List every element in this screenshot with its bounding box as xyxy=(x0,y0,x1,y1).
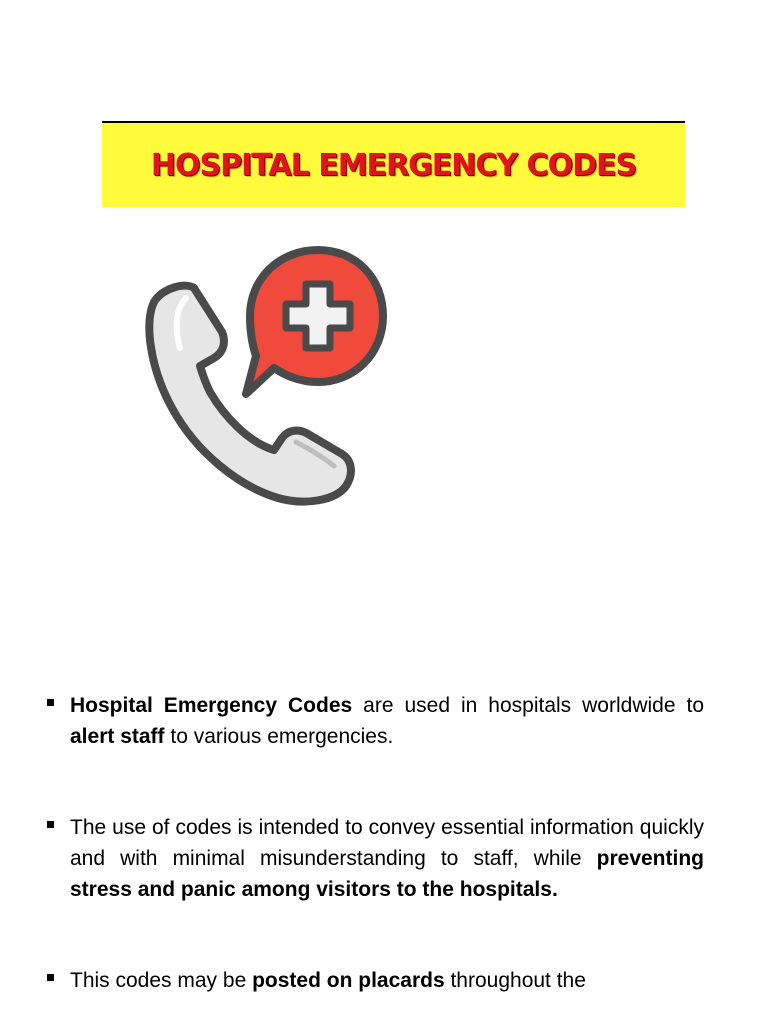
bullet-text-bold: alert staff xyxy=(70,725,165,748)
title-banner xyxy=(102,121,685,207)
bullet-text-bold: Hospital Emergency Codes xyxy=(70,694,353,717)
bullet-marker xyxy=(47,974,54,981)
bullet-marker xyxy=(47,821,54,828)
medical-bubble xyxy=(246,250,383,394)
bullet-text-bold: posted on placards xyxy=(252,969,445,992)
list-item xyxy=(44,965,704,996)
bullet-list xyxy=(44,690,704,996)
list-item xyxy=(44,812,704,905)
phone-medical-cross-icon xyxy=(128,228,406,513)
bullet-text-bold: preventing stress and panic among visitors to the hospitals. xyxy=(70,847,704,901)
bullet-text: This codes may be xyxy=(70,969,253,992)
bullet-text: throughout the xyxy=(444,969,586,992)
bullet-text: to various emergencies. xyxy=(164,725,394,748)
bullet-text: The use of codes is intended to convey essential information quickly and with minimal misunderstanding to staff, while xyxy=(70,816,704,870)
phone-illustration-svg xyxy=(128,228,406,513)
bullet-text: are used in hospitals worldwide to xyxy=(352,694,704,717)
bullet-marker xyxy=(47,699,54,706)
list-item xyxy=(44,690,704,752)
page-title: HOSPITAL EMERGENCY CODES xyxy=(150,147,637,183)
